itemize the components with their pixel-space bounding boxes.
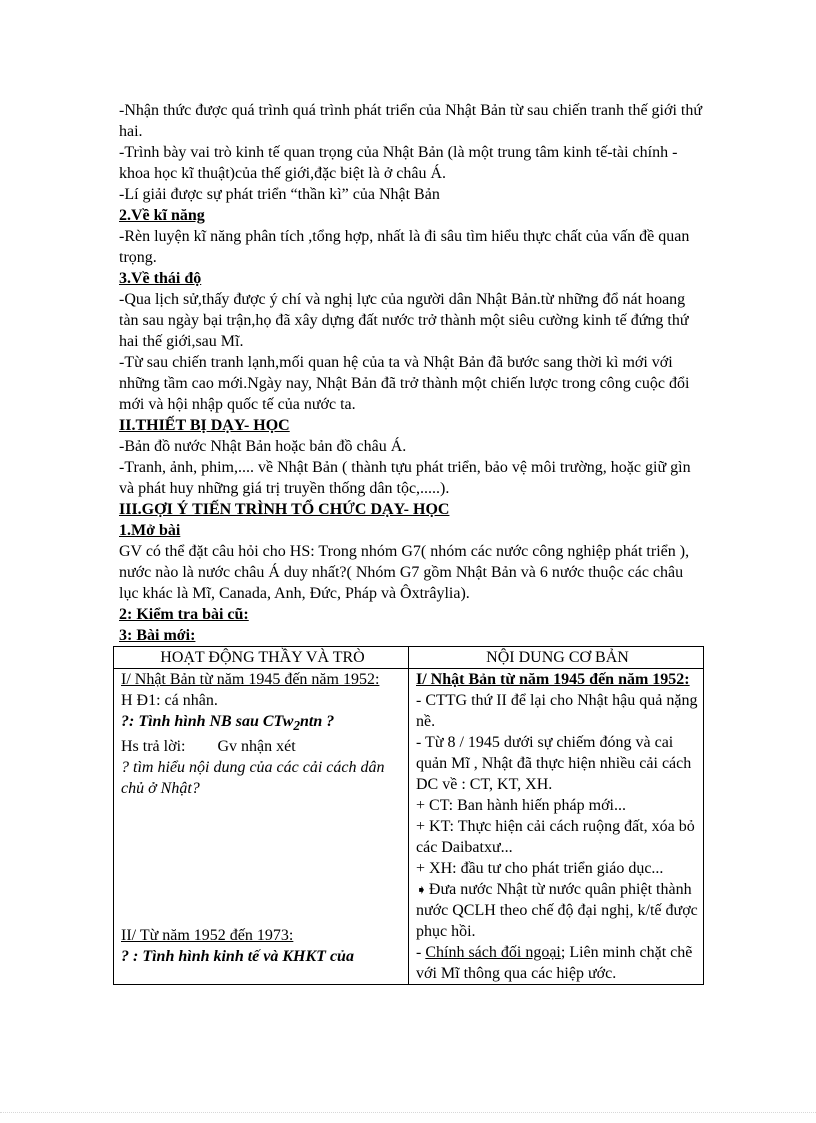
table-header-row — [114, 647, 704, 669]
equipment-item-2: -Tranh, ảnh, phim,.... về Nhật Bản ( thành tựu phát triển, bảo vệ môi trường, hoặc giữ gìn và phát huy những giá trị truyền thống dân tộc,.....). — [119, 459, 691, 497]
table-row — [114, 669, 704, 985]
content-p7: - Chính sách đối ngoại; Liên minh chặt chẽ với Mĩ thông qua các hiệp ước. — [416, 944, 693, 982]
process-heading: III.GỢI Ý TIẾN TRÌNH TỔ CHỨC DẠY- HỌC — [119, 501, 450, 518]
header-teacher-student-activity: HOẠT ĐỘNG THẦY VÀ TRÒ — [114, 647, 409, 669]
content-p5: + XH: đầu tư cho phát triển giáo dục... — [416, 860, 664, 877]
page-bottom-divider — [0, 1112, 816, 1113]
activity-label: H Đ1: cá nhân. — [121, 692, 218, 709]
content-p2: - Từ 8 / 1945 dưới sự chiếm đóng và cai quản Mĩ , Nhật đã thực hiện nhiều cải cách DC về : CT, KT, XH. — [416, 734, 692, 793]
right-section1-title: I/ Nhật Bản từ năm 1945 đến năm 1952: — [416, 671, 690, 688]
equipment-item-1: -Bản đồ nước Nhật Bản hoặc bản đồ châu Á. — [119, 438, 407, 455]
content-cell — [409, 669, 704, 985]
cell-spacer — [121, 799, 404, 925]
document-page — [119, 100, 704, 985]
foreign-policy-label: Chính sách đối ngoại — [425, 944, 561, 961]
left-section1-title: I/ Nhật Bản từ năm 1945 đến năm 1952: — [121, 671, 380, 688]
opening-text: GV có thể đặt câu hỏi cho HS: Trong nhóm G7( nhóm các nước công nghiệp phát triển ), nước nào là nước châu Á duy nhất?( Nhóm G7 gồm Nhật Bản và 6 nước thuộc các châu lục khác là Mĩ, Canada, Anh, Đức, Pháp và Ôxtrâylia). — [119, 543, 690, 602]
knowledge-item-2: -Trình bày vai trò kinh tế quan trọng của Nhật Bản (là một trung tâm kinh tế-tài chính -khoa học kĩ thuật)của thế giới,đặc biệt là ở châu Á. — [119, 144, 678, 182]
new-lesson-heading: 3: Bài mới: — [119, 627, 196, 644]
activity-cell — [114, 669, 409, 985]
skills-heading: 2.Về kĩ năng — [119, 207, 205, 224]
attitude-item-2: -Từ sau chiến tranh lạnh,mối quan hệ của ta và Nhật Bản đã bước sang thời kì mới với những tầm cao mới.Ngày nay, Nhật Bản đã trở thành một chiến lược trong công cuộc đổi mới và hội nhập quốc tế của nước ta. — [119, 354, 690, 413]
question-situation: ?: Tình hình NB sau CTw$_2$ntn ? — [121, 713, 335, 734]
attitude-item-1: -Qua lịch sử,thấy được ý chí và nghị lực của người dân Nhật Bản.từ những đổ nát hoang tàn sau ngày bại trận,họ đã xây dựng đất nước trở thành một siêu cường kinh tế đứng thứ hai thế giới,sau Mĩ. — [119, 291, 689, 350]
content-p4: + KT: Thực hiện cải cách ruộng đất, xóa bỏ các Daibatxư... — [416, 818, 695, 856]
content-p1: - CTTG thứ II để lại cho Nhật hậu quả nặng nề. — [416, 692, 698, 730]
arrow-icon: ➧ — [416, 882, 427, 897]
attitude-heading: 3.Về thái độ — [119, 270, 202, 287]
equipment-heading: II.THIẾT BỊ DẠY- HỌC — [119, 417, 290, 434]
answer-line: Hs trả lời: Gv nhận xét — [121, 738, 296, 756]
opening-heading: 1.Mở bài — [119, 522, 181, 539]
content-p3: + CT: Ban hành hiến pháp mới... — [416, 797, 626, 814]
skills-text: -Rèn luyện kĩ năng phân tích ,tổng hợp, nhất là đi sâu tìm hiểu thực chất của vấn đề quan trọng. — [119, 228, 690, 266]
left-section2-title: II/ Từ năm 1952 đến 1973: — [121, 927, 294, 945]
content-p6: ➧ Đưa nước Nhật từ nước quân phiệt thành nước QCLH theo chế độ đại nghị, k/tế được phục hồi. — [416, 881, 698, 940]
question-economy: ? : Tình hình kinh tế và KHKT của — [121, 948, 354, 966]
old-lesson-check-heading: 2: Kiểm tra bài cũ: — [119, 606, 249, 623]
knowledge-item-1: -Nhận thức được quá trình quá trình phát triển của Nhật Bản từ sau chiến tranh thế giới thứ hai. — [119, 102, 703, 140]
lesson-table — [113, 646, 704, 985]
question-reforms: ? tìm hiểu nội dung của các cải cách dân chủ ở Nhật? — [121, 759, 385, 798]
header-basic-content: NỘI DUNG CƠ BẢN — [409, 647, 704, 669]
knowledge-item-3: -Lí giải được sự phát triển “thần kì” của Nhật Bản — [119, 186, 440, 203]
